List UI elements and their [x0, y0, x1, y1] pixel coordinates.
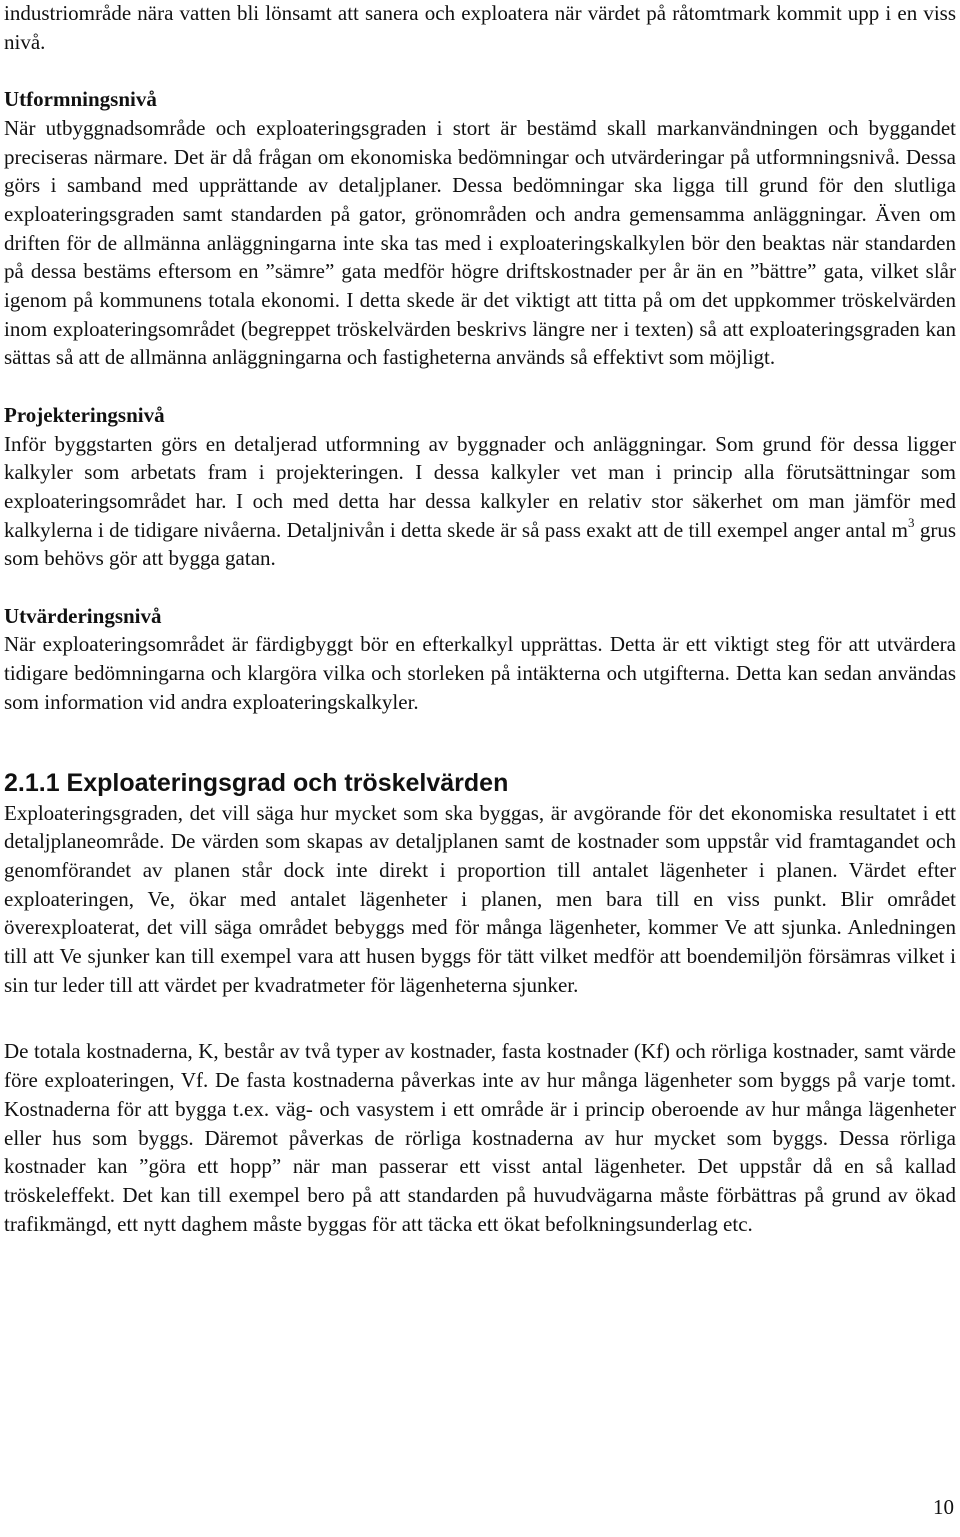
utformning-paragraph: När utbyggnadsområde och exploateringsgraden i stort är bestämd skall markanvändningen och byggandet preciseras närmare. Det är då frågan om ekonomiska bedömningar och utvärderingar på utformningsnivå. Dessa görs i samband med upprättande av detaljplaner. Dessa bedömningar ska ligga till grund för den slutliga exploateringsgraden samt standarden på gator, grönområden och andra gemensamma anläggningar. Även om driften för de allmänna anläggningarna inte ska tas med i exploateringskalkylen bör den beaktas när standarden på dessa bestäms eftersom en ”sämre” gata medför högre driftskostnader per år än en ”bättre” gata, vilket slår igenom på kommunens totala ekonomi. I detta skede är det viktigt att titta på om det uppkommer tröskelvärden inom exploateringsområdet (begreppet tröskelvärden beskrivs längre ner i texten) så att exploateringsgraden kan sättas så att de allmänna anläggningarna och fastigheterna används så effektivt som möjligt. [4, 115, 956, 370]
section-paragraph-1: Exploateringsgraden, det vill säga hur mycket som ska byggas, är avgörande för det ekonomiska resultatet i ett detaljplaneområde. De värden som skapas av detaljplanen samt de kostnader som uppstår vid framtagandet och genomförandet av planen står dock inte direkt i proportion till antalet lägenheter i planen. Värdet efter exploateringen, Ve, ökar med antalet lägenheter i planen, men bara till en viss punkt. Blir området överexploaterat, det vill säga området bebyggs med för många lägenheter, kommer Ve att sjunka. Anledningen till att Ve sjunker kan till exempel vara att husen byggs för tätt vilket medför att boendemiljön försämras vilket i sin tur leder till att värdet per kvadratmeter för lägenheterna sjunker. [4, 800, 956, 997]
section-paragraph-2: De totala kostnaderna, K, består av två typer av kostnader, fasta kostnader (Kf) och rörliga kostnader, samt värde före exploateringen, Vf. De fasta kostnaderna påverkas inte av hur många lägenheter som byggs på varje tomt. Kostnaderna för att bygga t.ex. väg- och vasystem i ett område är i princip oberoende av hur många lägenheter eller hus som byggs. Däremot påverkas de rörliga kostnaderna av hur mycket som byggs. Dessa rörliga kostnader kan ”göra ett hopp” när man passerar ett visst antal lägenheter. Det uppstår då en så kallad tröskeleffekt. Det kan till exempel bero på att standarden på huvudvägarna måste förbättras på grund av ökad trafikmängd, ett nytt daghem måste byggas för att täcka ett ökat befolkningsunderlag etc. [4, 1039, 956, 1236]
projektering-paragraph [4, 430, 956, 574]
document-page [4, 0, 956, 1238]
spacer [4, 717, 956, 767]
utvardering-paragraph: När exploateringsområdet är färdigbyggt bör en efterkalkyl upprättas. Detta är ett viktigt steg för att utvärdera tidigare bedömningarna och klargöra vilka och storleken på intäkterna och utgifterna. Detta kan sedan användas som information vid andra exploateringskalkyler. [4, 632, 956, 714]
projektering-text-before: Inför byggstarten görs en detaljerad utformning av byggnader och anläggningar. Som grund för dessa ligger kalkyler som arbetats fram i projekteringen. I dessa kalkyler vet man i princip alla förutsättningar som exploateringsområdet har. I och med detta har dessa kalkyler en relativ stor säkerhet om man jämför med kalkylerna i de tidigare nivåerna. Detaljnivån i detta skede är så pass exakt att de till exempel anger antal m [4, 431, 956, 542]
projektering-heading: Projekteringsnivå [4, 402, 165, 427]
utvardering-heading: Utvärderingsnivå [4, 603, 162, 628]
spacer [4, 372, 956, 401]
superscript-exponent: 3 [908, 514, 915, 530]
utformning-heading: Utformningsnivå [4, 87, 157, 112]
page-number: 10 [933, 1495, 954, 1519]
section-title: 2.1.1 Exploateringsgrad och tröskelvärden [4, 768, 509, 797]
spacer [4, 56, 956, 85]
projektering-text-after: grus som behövs gör att bygga gatan. [4, 517, 956, 571]
spacer [4, 999, 956, 1037]
spacer [4, 573, 956, 602]
intro-paragraph: industriområde nära vatten bli lönsamt att sanera och exploatera när värdet på råtomtmark kommit upp i en viss nivå. [4, 1, 956, 54]
